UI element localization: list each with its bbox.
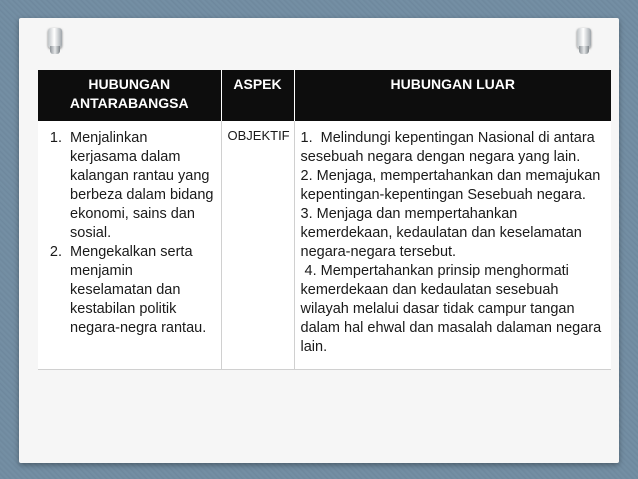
list-item: 2. Mengekalkan serta menjamin keselamatan dan kestabilan politik negara-negra rantau. xyxy=(66,243,215,338)
pushpin-icon xyxy=(48,28,62,48)
header-hubungan-antarabangsa: HUBUNGAN ANTARABANGSA xyxy=(38,70,221,121)
list-item: 3. Menjaga dan mempertahankan kemerdekaan, kedaulatan dan keselamatan negara-negara tersebut. xyxy=(300,206,586,260)
table-header-row xyxy=(38,70,611,121)
header-aspek: ASPEK xyxy=(221,70,294,121)
list-item: 4. Mempertahankan prinsip menghormati kemerdekaan dan kedaulatan sesebuah wilayah melalui dasar tidak campur tangan dalam hal ehwal dan masalah dalaman negara lain. xyxy=(300,263,606,355)
pushpin-icon xyxy=(577,28,591,48)
list-item: 2. Menjaga, mempertahankan dan memajukan kepentingan-kepentingan Sesebuah negara. xyxy=(300,168,605,203)
cell-aspek: OBJEKTIF xyxy=(221,121,294,370)
table-row xyxy=(38,121,611,370)
list-item: 1. Menjalinkan kerjasama dalam kalangan rantau yang berbeza dalam bidang ekonomi, sains dan sosial. xyxy=(66,129,215,243)
antarabangsa-list xyxy=(44,129,215,338)
comparison-table xyxy=(38,70,611,370)
cell-hubungan-luar xyxy=(294,121,611,370)
header-hubungan-luar: HUBUNGAN LUAR xyxy=(294,70,611,121)
cell-hubungan-antarabangsa xyxy=(38,121,221,370)
list-item: 1. Melindungi kepentingan Nasional di antara sesebuah negara dengan negara yang lain. xyxy=(300,130,599,165)
